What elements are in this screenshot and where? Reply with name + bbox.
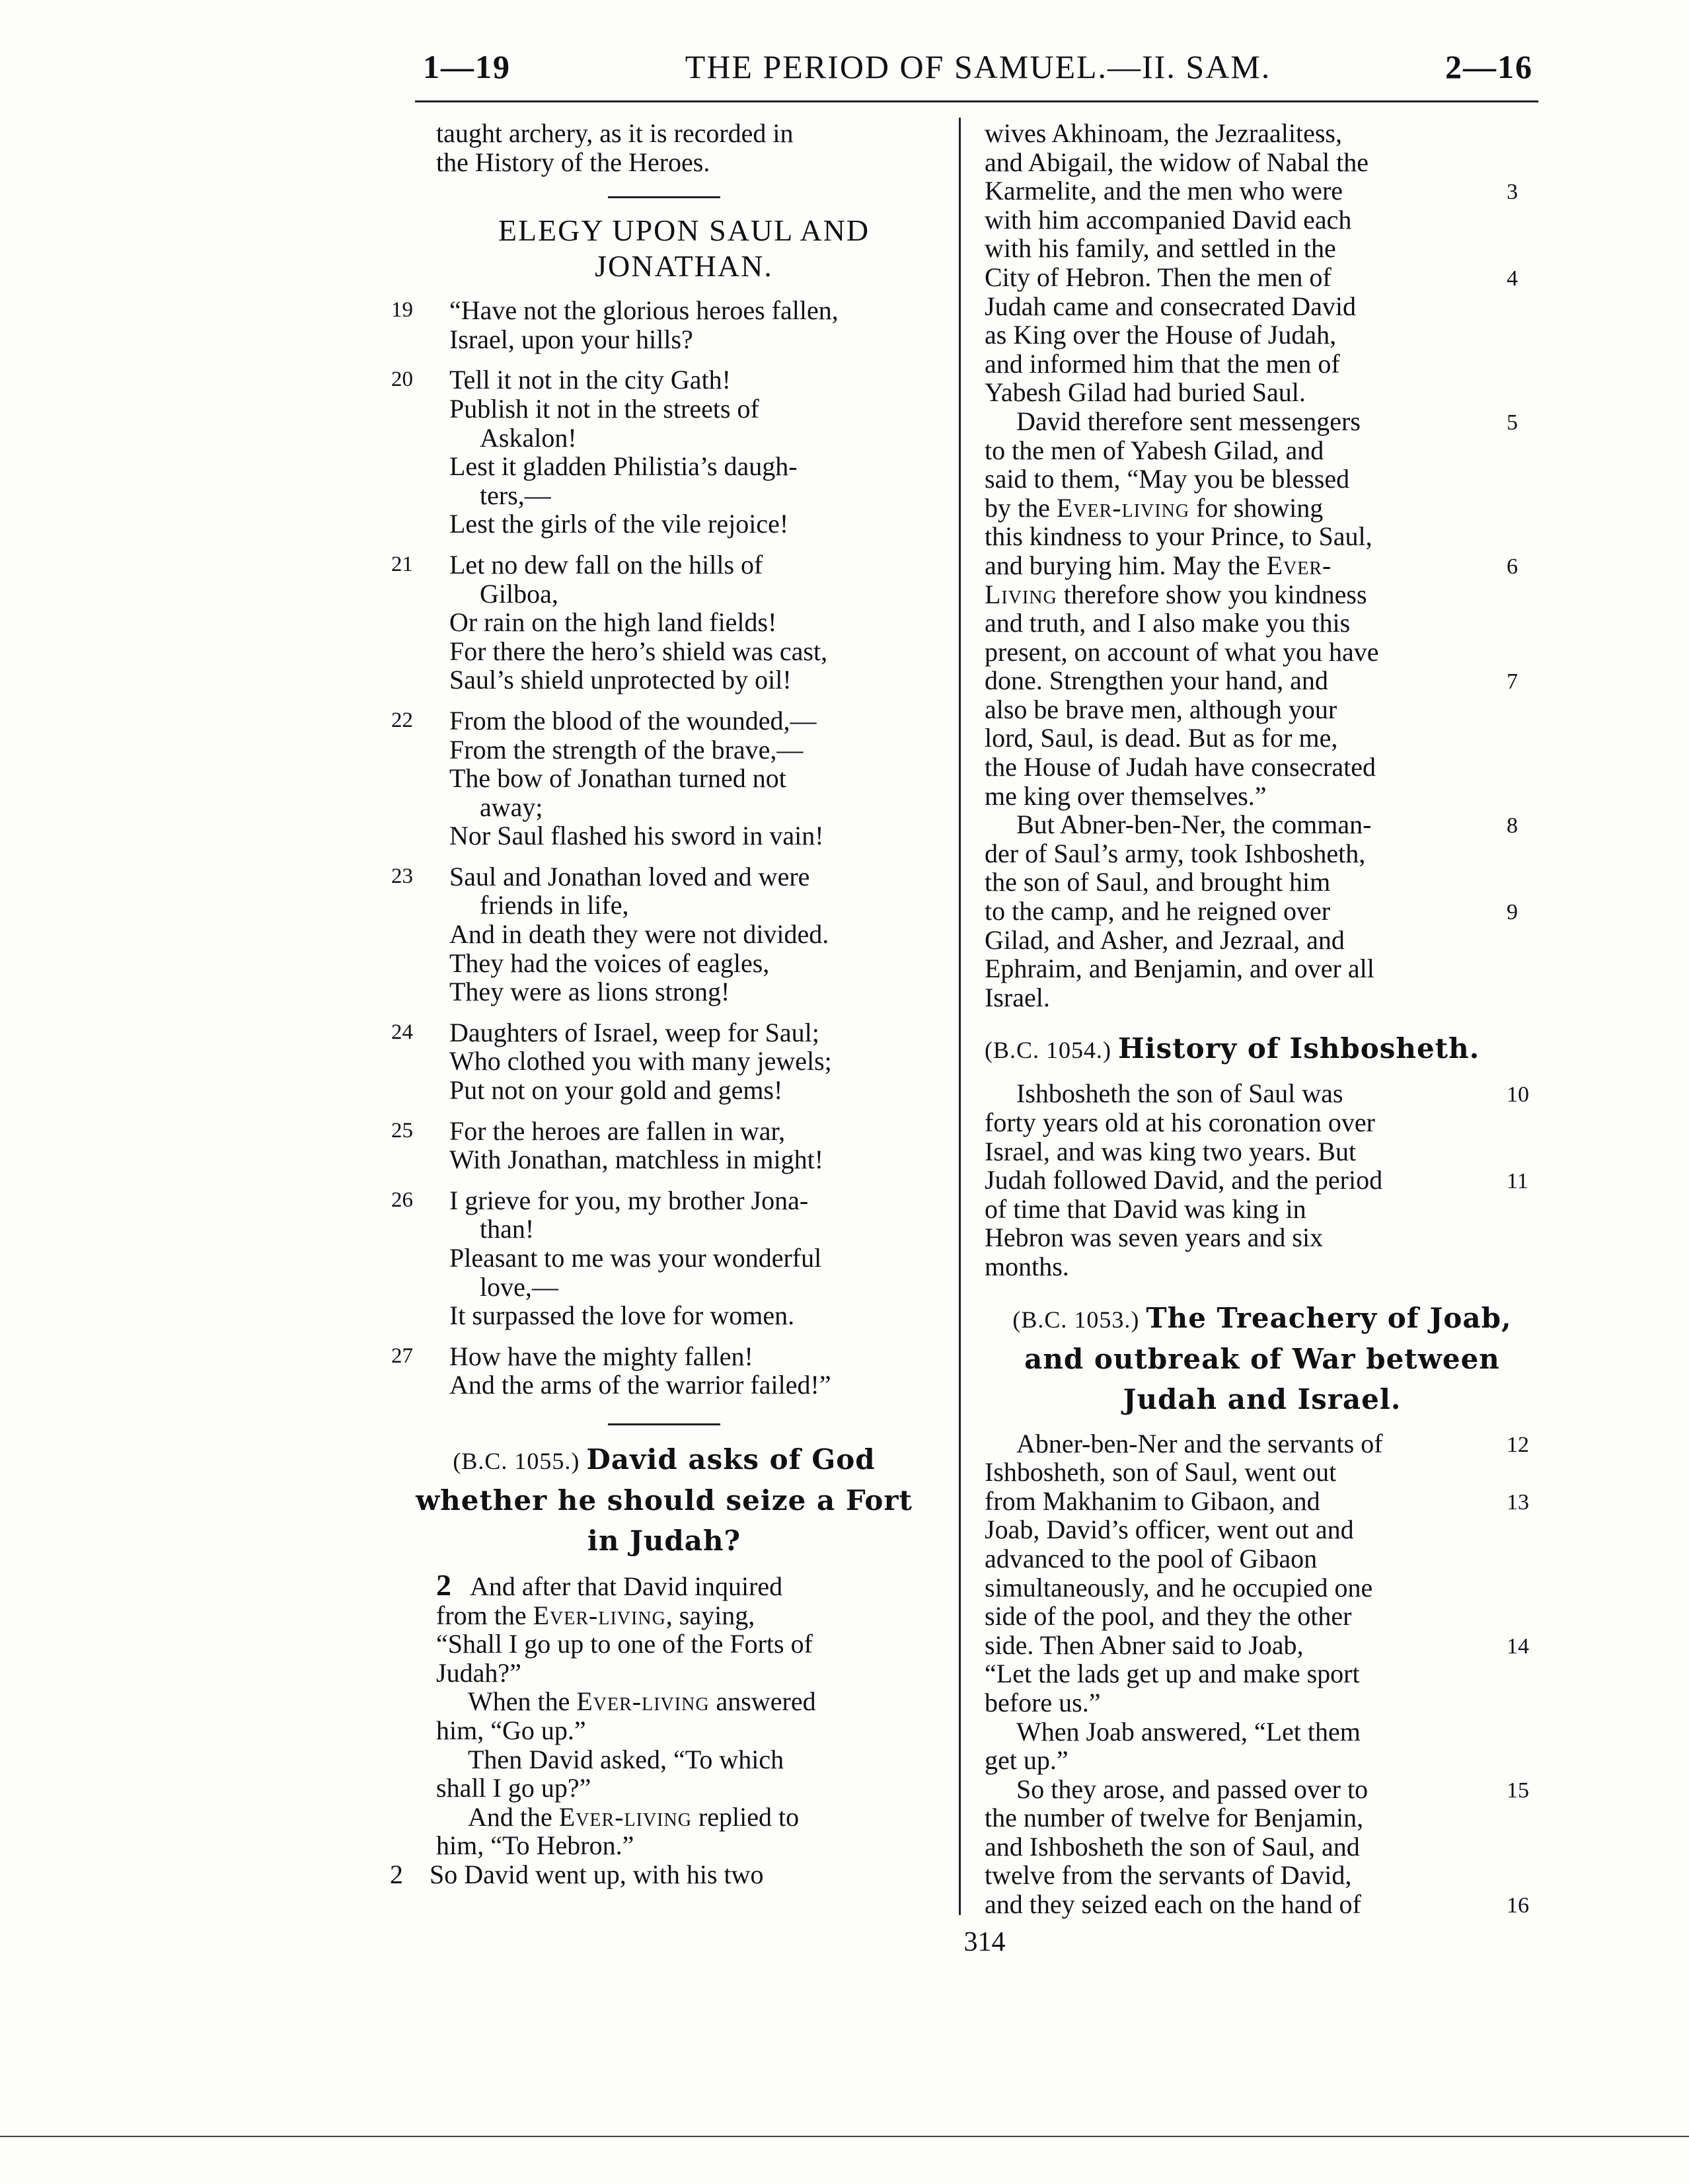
text-line — [985, 1602, 1540, 1631]
chapter-2-paragraph — [436, 1567, 938, 1688]
verse-line: Israel, upon your hills? — [449, 324, 693, 354]
verse-number: 22 — [391, 708, 413, 732]
verse-number: 27 — [391, 1343, 413, 1368]
heading-line — [985, 1029, 1540, 1070]
text: Living therefore show you kindness — [985, 579, 1367, 609]
text-line — [985, 1803, 1540, 1832]
verse-number: 21 — [391, 552, 413, 576]
verse-line: And in death they were not divided. — [449, 919, 829, 950]
text: and they seized each on the hand of — [985, 1889, 1361, 1920]
title-line: ELEGY UPON SAUL AND — [498, 213, 870, 248]
text: of time that David was king in — [985, 1193, 1306, 1224]
verse-line: Nor Saul flashed his sword in vain! — [449, 821, 824, 851]
text: forty years old at his coronation over — [985, 1108, 1375, 1137]
text: this kindness to your Prince, to Saul, — [985, 521, 1372, 552]
intro-paragraph — [390, 119, 938, 176]
paragraph-twelve — [985, 1775, 1540, 1919]
section-rule — [608, 1423, 720, 1425]
header-left-reference: 1—19 — [423, 48, 511, 85]
text-line — [985, 1166, 1540, 1195]
verse-line: Who clothed you with many jewels; — [449, 1046, 832, 1076]
verse-marker: 7 — [1507, 669, 1518, 695]
text-line: the History of the Heroes. — [436, 147, 710, 177]
verse-line: friends in life, — [480, 890, 629, 921]
heading-text: whether he should seize a Fort — [416, 1484, 913, 1517]
verse-24 — [390, 1018, 938, 1105]
heading-line — [985, 1339, 1540, 1380]
verse-line: For the heroes are fallen in war, — [449, 1115, 786, 1146]
text: wives Akhinoam, the Jezraalitess, — [985, 118, 1342, 148]
text-line: him, “Go up.” — [436, 1715, 586, 1745]
verse-marker: 3 — [1507, 180, 1518, 205]
verse-20 — [390, 365, 938, 539]
text-line — [985, 897, 1540, 926]
text: with him accompanied David each — [985, 204, 1352, 235]
text: Joab, David’s officer, went out and — [985, 1515, 1354, 1545]
text: done. Strengthen your hand, and — [985, 665, 1328, 696]
text-line: Judah?” — [436, 1657, 521, 1688]
text-line — [985, 1631, 1540, 1660]
text: Judah came and consecrated David — [985, 291, 1356, 321]
divine-name: Ever-living — [576, 1686, 710, 1717]
elegy-title — [390, 213, 938, 284]
running-header — [423, 48, 1533, 94]
verse-21 — [390, 550, 938, 695]
text-line — [985, 1573, 1540, 1602]
text-line — [985, 1137, 1540, 1166]
text: Israel. — [985, 982, 1050, 1012]
text: me king over themselves.” — [985, 780, 1267, 811]
paragraph-ishbosheth — [985, 1079, 1540, 1281]
text: to the camp, and he reigned over — [985, 896, 1331, 926]
divine-name: Ever- — [1266, 550, 1332, 580]
verse-marker: 16 — [1507, 1893, 1529, 1918]
text: Israel, and was king two years. But — [985, 1136, 1357, 1166]
text: also be brave men, although your — [985, 694, 1337, 724]
verse-19 — [390, 296, 938, 354]
header-rule — [415, 100, 1538, 102]
text-line — [985, 292, 1540, 321]
text: Karmelite, and the men who were — [985, 176, 1343, 206]
verse-line: ters,— — [480, 480, 551, 510]
verse-marker: 10 — [1507, 1082, 1529, 1108]
text-line: And after that David inquired — [470, 1571, 783, 1601]
verse-marker: 15 — [1507, 1778, 1529, 1803]
verse-number: 26 — [391, 1187, 413, 1212]
text: as King over the House of Judah, — [985, 320, 1337, 350]
text-line — [985, 666, 1540, 695]
divine-name: Living — [985, 579, 1057, 609]
text-line — [985, 234, 1540, 263]
paragraph — [436, 1687, 938, 1745]
verse-line: Publish it not in the streets of — [449, 393, 759, 424]
date-label: (B.C. 1054.) — [985, 1037, 1111, 1064]
verse-line: Askalon! — [480, 422, 577, 453]
text: before us.” — [985, 1687, 1101, 1717]
verse-line: And the arms of the warrior failed!” — [449, 1370, 831, 1400]
text-line — [985, 926, 1540, 955]
text: present, on account of what you have — [985, 636, 1379, 667]
verse-line: It surpassed the love for women. — [449, 1300, 795, 1331]
text: When Joab answered, “Let them — [1016, 1716, 1361, 1747]
heading-text: and outbreak of War between — [1024, 1342, 1500, 1375]
text-line — [985, 1458, 1540, 1487]
verse-line: than! — [480, 1214, 535, 1244]
verse-25 — [390, 1117, 938, 1174]
heading-text: David asks of God — [586, 1443, 876, 1476]
text-line — [985, 206, 1540, 235]
verse-27 — [390, 1342, 938, 1400]
text-line — [985, 320, 1540, 350]
text-line — [985, 1775, 1540, 1804]
text-line — [985, 1717, 1540, 1747]
text: months. — [985, 1251, 1069, 1281]
text-line — [985, 551, 1540, 580]
verse-marker: 5 — [1507, 410, 1518, 435]
heading-line — [985, 1299, 1540, 1339]
chapter-2-text — [390, 1567, 938, 1889]
verse-line: away; — [480, 792, 543, 822]
text: Hebron was seven years and six — [985, 1223, 1324, 1253]
text: Yabesh Gilad had buried Saul. — [985, 377, 1306, 408]
verse-marker: 4 — [1507, 266, 1518, 291]
date-label: (B.C. 1053.) — [1012, 1306, 1140, 1333]
text: and truth, and I also make you this — [985, 608, 1351, 638]
text-line — [985, 1832, 1540, 1862]
paragraph — [436, 1803, 938, 1860]
verse-marker: 11 — [1507, 1169, 1528, 1194]
text: advanced to the pool of Gibaon — [985, 1543, 1318, 1573]
text: with his family, and settled in the — [985, 233, 1336, 264]
text: twelve from the servants of David, — [985, 1860, 1352, 1891]
text-line — [985, 407, 1540, 436]
paragraph-messengers — [985, 407, 1540, 810]
verse-number: 23 — [391, 864, 413, 888]
verse-line: From the blood of the wounded,— — [449, 705, 817, 735]
text: Abner-ben-Ner and the servants of — [1016, 1428, 1383, 1458]
text-line — [985, 580, 1540, 609]
text-line — [985, 954, 1540, 983]
text-line: And the Ever-living replied to — [468, 1801, 800, 1832]
verse-line: Lest the girls of the vile rejoice! — [449, 509, 789, 539]
section-rule — [608, 196, 720, 198]
heading-line — [985, 1380, 1540, 1420]
text: Gilad, and Asher, and Jezraal, and — [985, 924, 1345, 955]
text-line — [985, 436, 1540, 465]
text: and informed him that the men of — [985, 348, 1340, 379]
text: But Abner-ben-Ner, the comman- — [1016, 810, 1372, 840]
text-line — [985, 983, 1540, 1012]
heading-text: History of Ishbosheth. — [1118, 1032, 1480, 1065]
text-line — [985, 1688, 1540, 1717]
text-line: shall I go up?” — [436, 1773, 591, 1803]
text-line: Then David asked, “To which — [468, 1744, 784, 1774]
verse-22 — [390, 706, 938, 850]
left-column — [390, 119, 938, 1889]
text: der of Saul’s army, took Ishbosheth, — [985, 838, 1366, 868]
verse-line: With Jonathan, matchless in might! — [449, 1145, 824, 1175]
text-line — [985, 638, 1540, 667]
text: the number of twelve for Benjamin, — [985, 1803, 1364, 1833]
right-column — [985, 119, 1540, 1919]
text-line — [985, 1079, 1540, 1108]
verse-line: For there the hero’s shield was cast, — [449, 636, 828, 666]
text-line — [985, 1223, 1540, 1252]
text: and Ishbosheth the son of Saul, and — [985, 1831, 1360, 1862]
heading-line — [390, 1521, 938, 1562]
verse-line: They had the voices of eagles, — [449, 948, 770, 978]
divine-name: Ever-living — [533, 1600, 666, 1630]
verse-line: “Have not the glorious heroes fallen, — [449, 295, 839, 326]
text-line — [985, 810, 1540, 839]
text-line — [985, 263, 1540, 292]
text: So they arose, and passed over to — [1016, 1774, 1369, 1804]
text-line — [985, 1544, 1540, 1573]
column-divider — [959, 118, 961, 1915]
text-line — [985, 1429, 1540, 1458]
text-line — [985, 1108, 1540, 1137]
text: “Let the lads get up and make sport — [985, 1659, 1360, 1689]
text: Ishbosheth the son of Saul was — [1016, 1078, 1343, 1109]
text: get up.” — [985, 1745, 1069, 1776]
text-line — [985, 782, 1540, 811]
text-line — [985, 868, 1540, 897]
scan-edge-rule — [0, 2136, 1689, 2137]
verse-marker: 13 — [1507, 1489, 1529, 1515]
text: and burying him. May the Ever- — [985, 550, 1332, 580]
text-line — [985, 1195, 1540, 1224]
divine-name: Ever-living — [1056, 492, 1190, 523]
text-line — [985, 753, 1540, 782]
text: said to them, “May you be blessed — [985, 464, 1350, 494]
text-line — [985, 1487, 1540, 1516]
paragraph — [390, 1860, 938, 1889]
header-title: THE PERIOD OF SAMUEL.—II. SAM. — [685, 48, 1271, 85]
text-line — [985, 1515, 1540, 1544]
paragraph-wives — [985, 119, 1540, 407]
page-number: 314 — [963, 1927, 1006, 1957]
paragraph-joab-answer — [985, 1717, 1540, 1775]
text-line — [985, 522, 1540, 551]
text-line — [985, 1746, 1540, 1775]
text-line: So David went up, with his two — [430, 1859, 764, 1889]
verse-marker: 12 — [1507, 1432, 1529, 1457]
text-line: from the Ever-living, saying, — [436, 1600, 755, 1630]
verse-number: 2 — [390, 1859, 403, 1889]
verse-line: They were as lions strong! — [449, 977, 730, 1007]
verse-marker: 9 — [1507, 900, 1518, 925]
verse-marker: 8 — [1507, 813, 1518, 839]
text-line: taught archery, as it is recorded in — [436, 118, 794, 148]
text: simultaneously, and he occupied one — [985, 1572, 1373, 1602]
verse-number: 25 — [391, 1118, 413, 1143]
verse-line: Or rain on the high land fields! — [449, 607, 777, 638]
text-line — [985, 1861, 1540, 1890]
heading-text: The Treachery of Joab, — [1146, 1301, 1512, 1334]
verse-number: 24 — [391, 1020, 413, 1044]
paragraph-gibaon — [985, 1429, 1540, 1717]
date-label: (B.C. 1055.) — [453, 1447, 580, 1474]
heading-text: Judah and Israel. — [1123, 1382, 1402, 1415]
section-heading-treachery — [985, 1299, 1540, 1420]
text-line: him, “To Hebron.” — [436, 1830, 634, 1861]
text: side. Then Abner said to Joab, — [985, 1630, 1304, 1660]
text-line — [985, 839, 1540, 868]
verse-line: Lest it gladden Philistia’s daugh- — [449, 451, 798, 482]
paragraph — [436, 1745, 938, 1803]
text-line — [985, 350, 1540, 379]
verse-line: Gilboa, — [480, 578, 558, 609]
text: Ishbosheth, son of Saul, went out — [985, 1457, 1337, 1487]
text-line — [985, 695, 1540, 724]
text-line — [985, 119, 1540, 148]
verse-23 — [390, 862, 938, 1006]
heading-line — [390, 1440, 938, 1481]
text-line — [985, 609, 1540, 638]
elegy-verses — [390, 296, 938, 1400]
verse-line: How have the mighty fallen! — [449, 1341, 753, 1371]
section-heading-david-asks — [390, 1440, 938, 1562]
title-line: JONATHAN. — [595, 249, 773, 283]
verse-number: 19 — [391, 298, 413, 322]
text: side of the pool, and they the other — [985, 1601, 1352, 1632]
text-line — [985, 724, 1540, 753]
text: David therefore sent messengers — [1016, 406, 1361, 436]
heading-text: in Judah? — [587, 1524, 741, 1557]
verse-26 — [390, 1186, 938, 1330]
verse-line: From the strength of the brave,— — [449, 734, 804, 765]
verse-line: Tell it not in the city Gath! — [449, 365, 731, 395]
text: the son of Saul, and brought him — [985, 867, 1331, 897]
heading-line — [390, 1481, 938, 1521]
text-line — [985, 1252, 1540, 1281]
text: City of Hebron. Then the men of — [985, 262, 1332, 292]
verse-line: love,— — [480, 1271, 558, 1302]
text-line: When the Ever-living answered — [468, 1686, 816, 1717]
text-line — [985, 148, 1540, 177]
text: from Makhanim to Gibaon, and — [985, 1486, 1320, 1516]
verse-line: Put not on your gold and gems! — [449, 1075, 783, 1106]
text: lord, Saul, is dead. But as for me, — [985, 723, 1338, 753]
chapter-number: 2 — [436, 1567, 451, 1602]
verse-marker: 6 — [1507, 554, 1518, 579]
section-heading-ishbosheth — [985, 1029, 1540, 1070]
verse-line: I grieve for you, my brother Jona- — [449, 1185, 809, 1215]
verse-marker: 14 — [1507, 1634, 1529, 1659]
text: by the Ever-living for showing — [985, 492, 1324, 523]
text: to the men of Yabesh Gilad, and — [985, 435, 1324, 465]
text-line: “Shall I go up to one of the Forts of — [436, 1629, 813, 1659]
verse-line: The bow of Jonathan turned not — [449, 763, 786, 794]
text-line — [985, 378, 1540, 407]
text: and Abigail, the widow of Nabal the — [985, 147, 1369, 177]
verse-line: Saul’s shield unprotected by oil! — [449, 665, 792, 695]
text-line — [985, 176, 1540, 206]
verse-line: Daughters of Israel, weep for Saul; — [449, 1017, 819, 1047]
verse-number: 20 — [391, 367, 413, 392]
text-line — [985, 1890, 1540, 1919]
header-right-reference: 2—16 — [1445, 48, 1533, 85]
verse-line: Saul and Jonathan loved and were — [449, 861, 810, 891]
text: the House of Judah have consecrated — [985, 752, 1376, 782]
text-line — [985, 1659, 1540, 1688]
divine-name: Ever-living — [558, 1801, 692, 1832]
paragraph-abner — [985, 810, 1540, 1012]
verse-line: Pleasant to me was your wonderful — [449, 1243, 822, 1273]
text: Judah followed David, and the period — [985, 1165, 1383, 1195]
text-line — [985, 494, 1540, 523]
verse-line: Let no dew fall on the hills of — [449, 549, 763, 580]
text: Ephraim, and Benjamin, and over all — [985, 954, 1374, 984]
text-line — [985, 465, 1540, 494]
